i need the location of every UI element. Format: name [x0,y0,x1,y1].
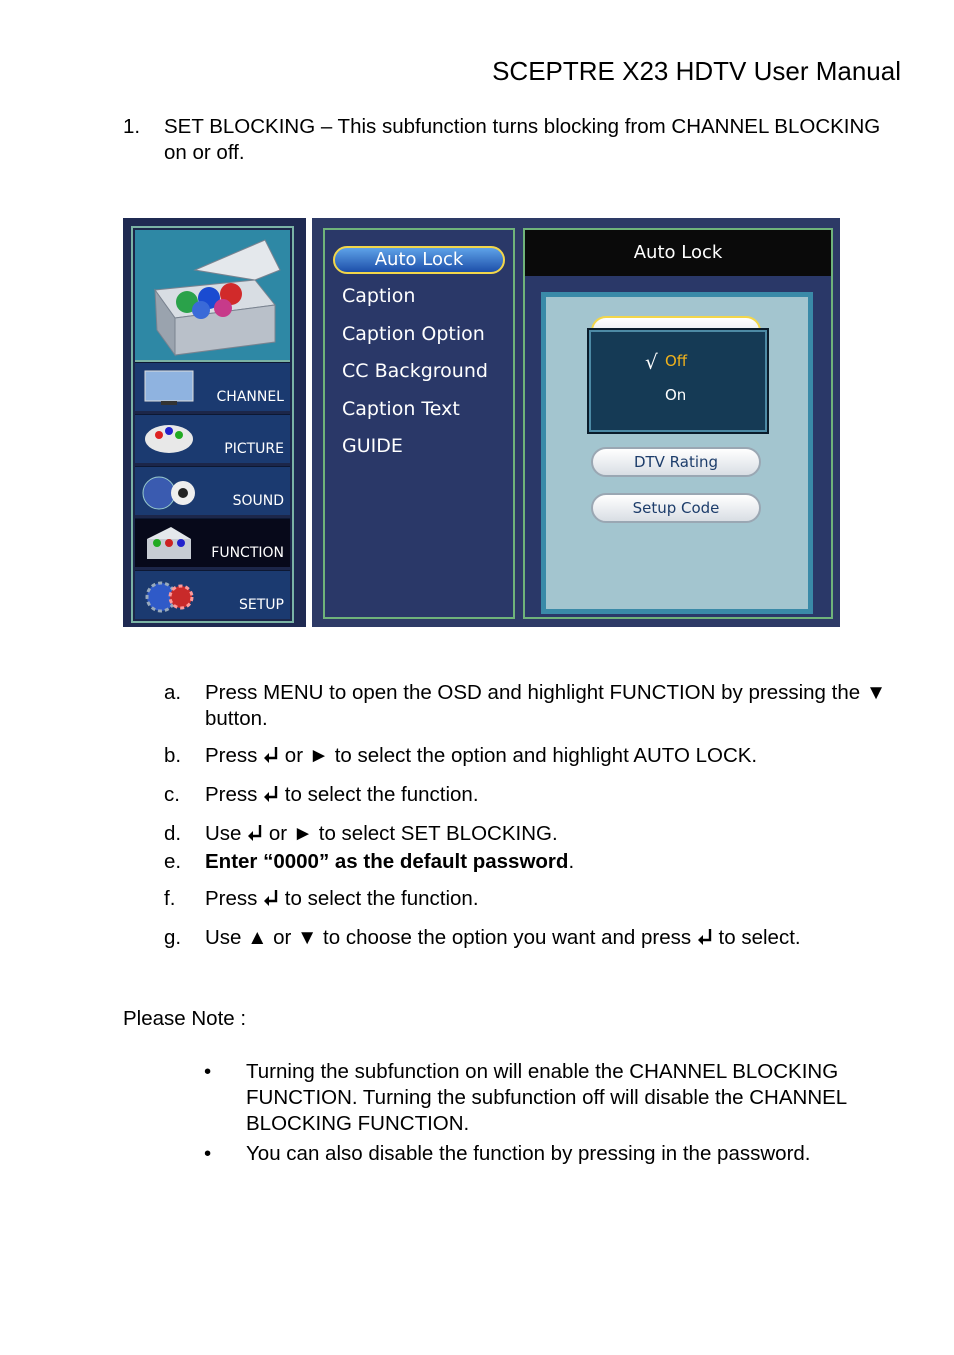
menu-item-caption-text[interactable]: Caption Text [342,398,460,420]
step-text-part: to select the function. [279,887,479,910]
enter-icon [263,785,279,803]
step-text [205,849,905,875]
step-text-part: to select the function. [279,783,479,806]
menu-item-guide[interactable]: GUIDE [342,435,403,457]
step-label: c. [164,783,180,806]
page-header: SCEPTRE X23 HDTV User Manual [492,56,901,86]
section-text: SET BLOCKING – This subfunction turns blocking from CHANNEL BLOCKING on or off. [164,115,881,164]
step-text [205,743,905,769]
dtv-rating-button[interactable]: DTV Rating [591,447,761,477]
osd-menu-function[interactable] [135,518,290,567]
enter-icon [263,746,279,764]
osd-menu-label: PICTURE [224,441,284,457]
osd-screenshot [123,218,840,627]
osd-menu-channel[interactable] [135,362,290,411]
note-bullet: Turning the subfunction on will enable the CHANNEL BLOCKING FUNCTION. Turning the subfunction off will disable the CHANNEL BLOCKING FUNCTION. [246,1060,847,1135]
step-text [205,821,905,847]
osd-menu-label: CHANNEL [216,389,284,405]
osd-menu-label: FUNCTION [211,545,284,561]
note-bullet: You can also disable the function by pressing in the password. [246,1142,811,1165]
step-text [205,680,905,732]
osd-menu-picture[interactable] [135,414,290,463]
popup-option-on[interactable]: On [665,386,687,404]
section-number: 1. [123,115,141,138]
step-label: e. [164,850,182,873]
osd-menu-sound[interactable] [135,466,290,515]
menu-item-caption-option[interactable]: Caption Option [342,323,485,345]
step-text-part: Press MENU to open the OSD and highlight FUNCTION by pressing the ▼ button. [205,681,887,730]
step-text [205,886,905,912]
step-label: a. [164,681,182,704]
setup-code-button[interactable]: Setup Code [591,493,761,523]
osd-middle-panel [323,228,515,619]
check-icon: √ [645,350,658,374]
step-text-part: Use ▲ or ▼ to choose the option you want and press [205,926,697,949]
osd-menu-label: SETUP [239,597,284,613]
function-hero-image [135,230,290,362]
palette-icon [141,419,201,459]
popup-option-off[interactable]: Off [665,352,688,370]
step-text-part: or ► to select SET BLOCKING. [263,822,558,845]
step-label: b. [164,744,182,767]
menu-item-caption[interactable]: Caption [342,285,416,307]
on-off-popup [587,328,769,434]
step-text [205,925,905,951]
step-label: f. [164,887,176,910]
menu-item-auto-lock[interactable]: Auto Lock [333,246,505,274]
bullet-icon: • [204,1060,212,1083]
toolbox-small-icon [141,523,201,563]
enter-icon [247,824,263,842]
osd-menu-setup[interactable] [135,570,290,619]
panel-gap [306,218,312,627]
osd-menu-label: SOUND [232,493,284,509]
speaker-icon [141,471,201,511]
enter-icon [263,889,279,907]
step-text-part: Press [205,783,264,806]
enter-icon [697,928,713,946]
step-text-part: or ► to select the option and highlight AUTO LOCK. [279,744,758,767]
osd-left-panel [123,218,306,627]
step-tail: . [568,850,575,873]
step-text-part: Use [205,822,248,845]
step-text [205,782,905,808]
step-label: g. [164,926,182,949]
step-text-part: Press [205,887,264,910]
menu-item-cc-background[interactable]: CC Background [342,360,488,382]
right-panel-title: Auto Lock [525,230,831,276]
note-title: Please Note : [123,1007,247,1030]
step-text-part: to select. [712,926,801,949]
gear-icon [141,575,201,615]
step-label: d. [164,822,182,845]
step-bold-text: Enter “0000” as the default password [205,850,569,873]
step-text-part: Press [205,744,264,767]
toolbox-icon [135,230,290,360]
bullet-icon: • [204,1142,212,1165]
tv-icon [141,367,201,407]
